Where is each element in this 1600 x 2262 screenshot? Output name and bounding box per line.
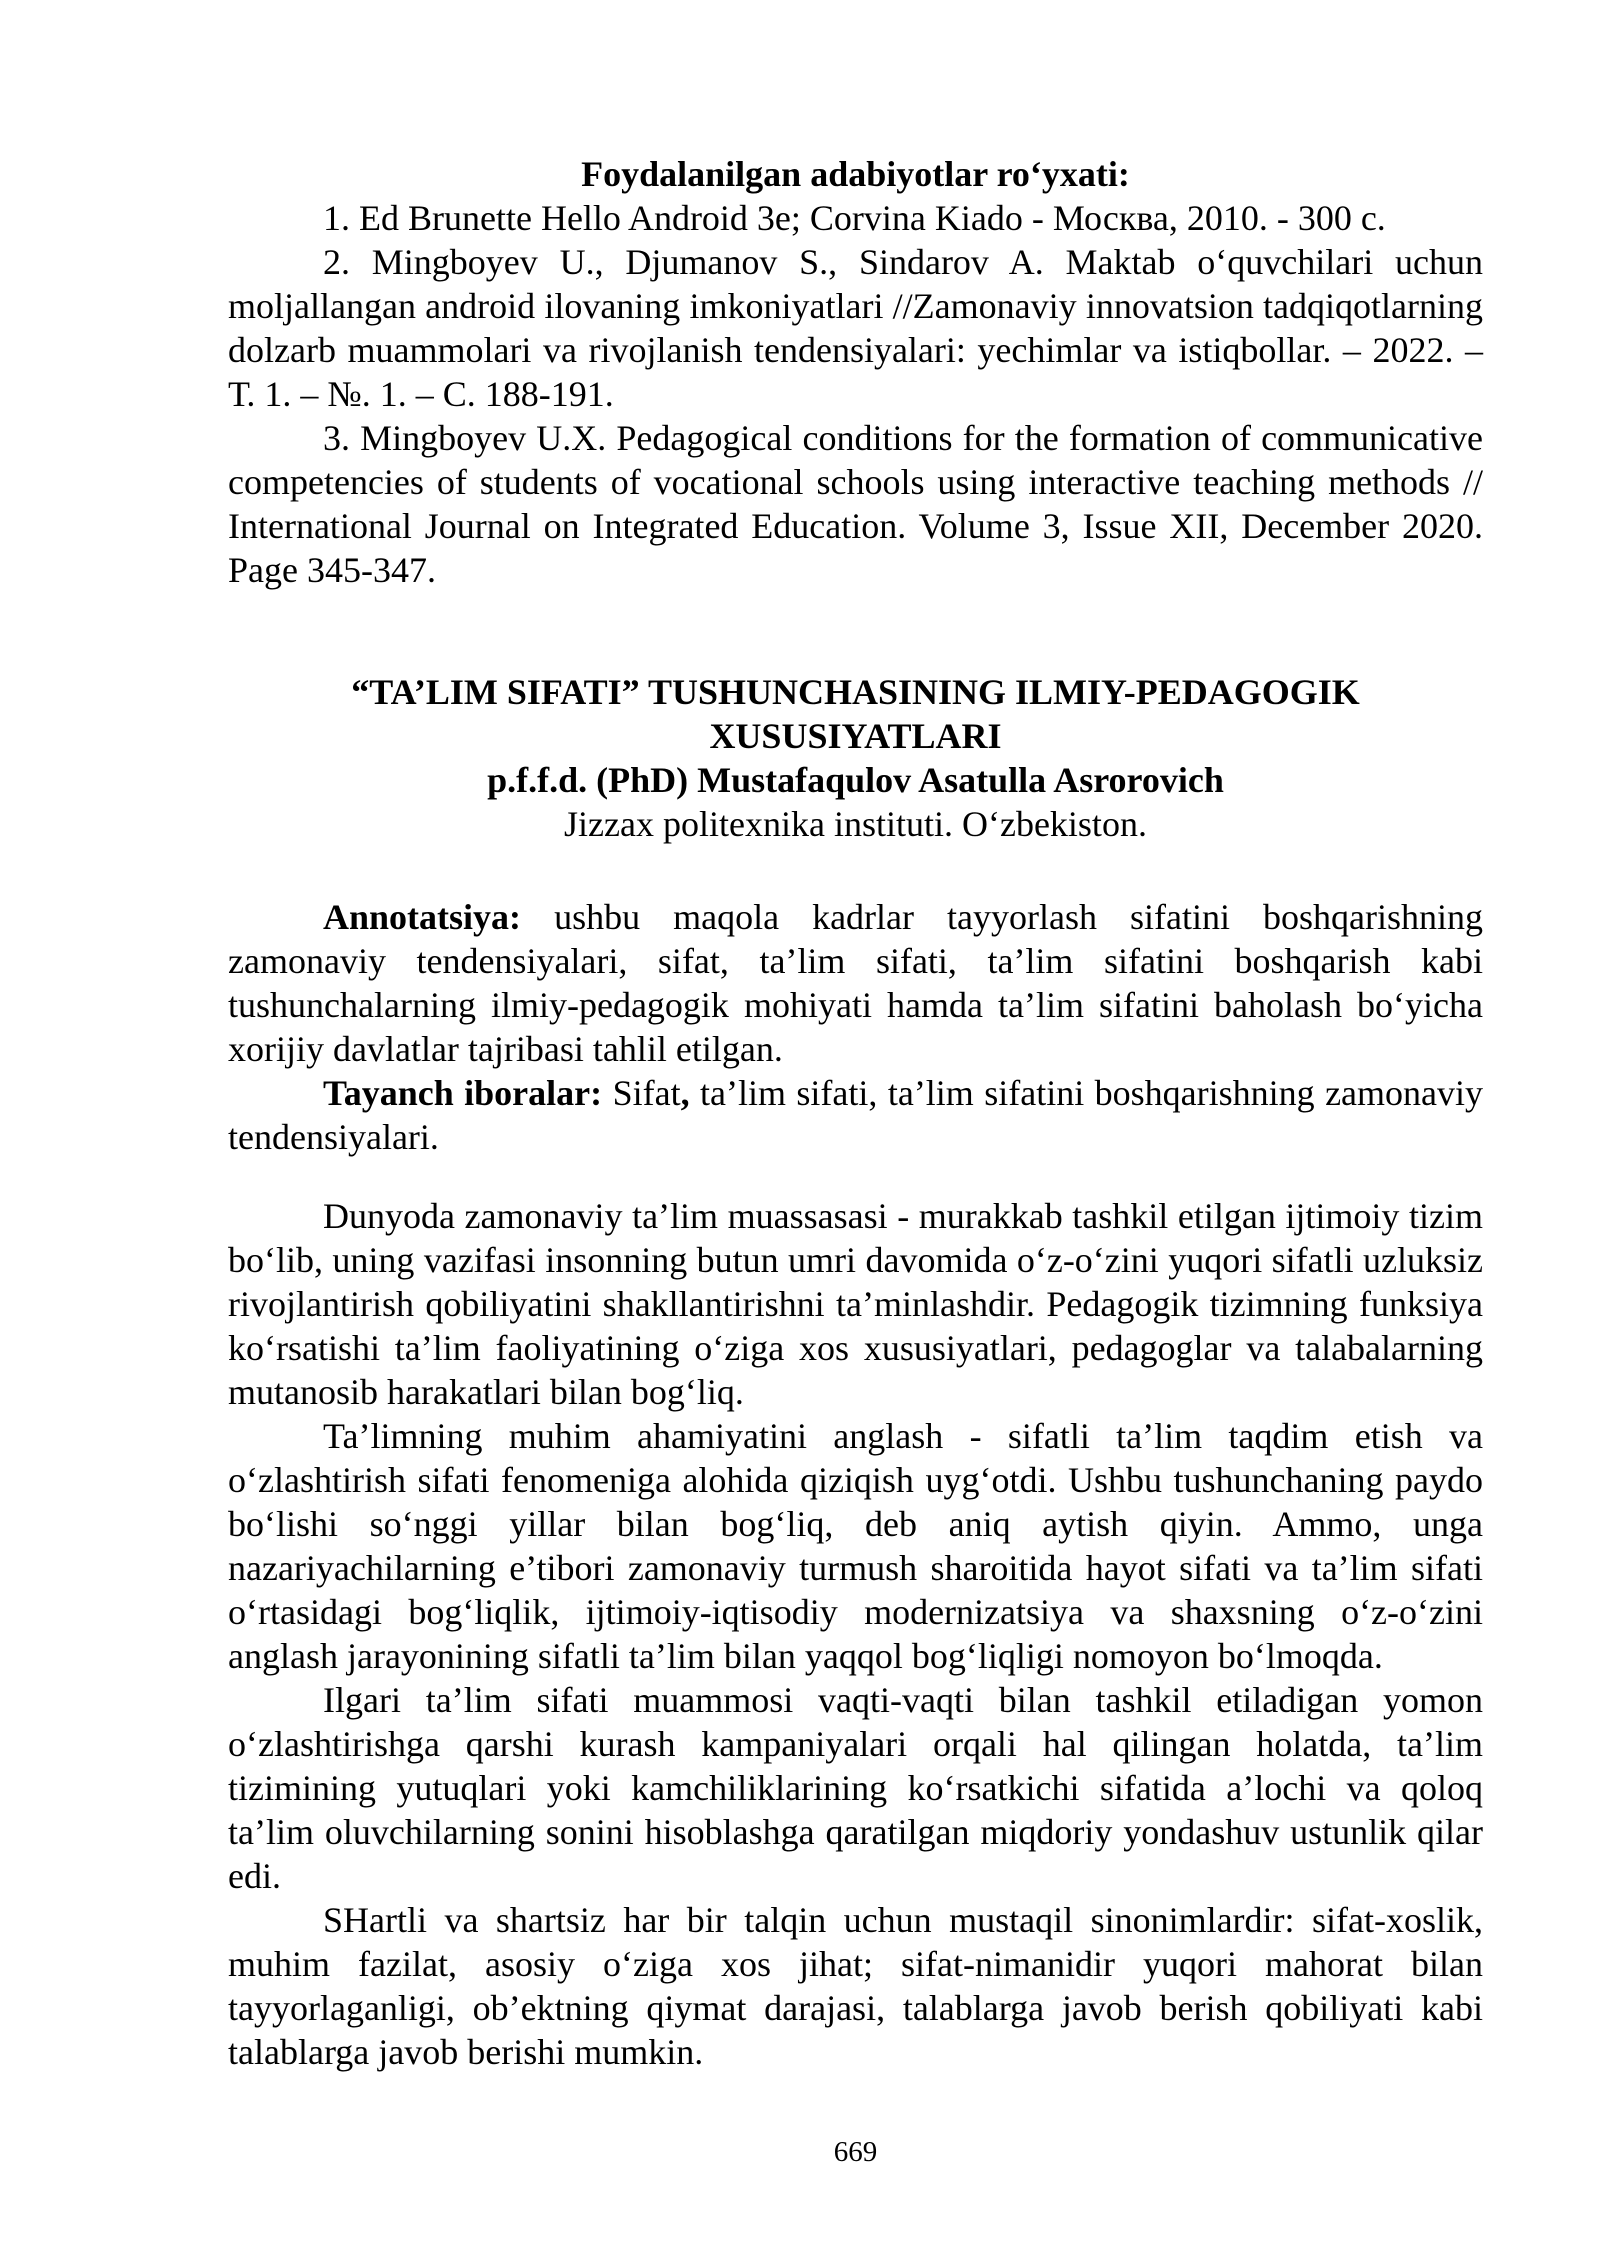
reference-item-1: 1. Ed Brunette Hello Android 3e; Corvina Kiado - Москва, 2010. - 300 с. xyxy=(323,198,1386,238)
reference-item-2: 2. Mingboyev U., Djumanov S., Sindarov A. Maktab o‘quvchilari uchun moljallangan android ilovaning imkoniyatlari //Zamonaviy innovatsion tadqiqotlarning dolzarb muammolari va rivojlanish tendensiyalari: yechimlar va istiqbollar. – 2022. – Т. 1. – №. 1. – С. 188-191. xyxy=(228,242,1483,414)
body-paragraph-2: Ta’limning muhim ahamiyatini anglash - sifatli ta’lim taqdim etish va o‘zlashtirish sifati fenomeniga alohida qiziqish uyg‘otdi. Ushbu tushunchaning paydo bo‘lishi so‘nggi yillar bilan bog‘liq, deb aniq aytish qiyin. Ammo, unga nazariyachilarning e’tibori zamonaviy turmush sharoitida hayot sifati va ta’lim sifati o‘rtasidagi bog‘liqlik, ijtimoiy-iqtisodiy modernizatsiya va shaxsning o‘z-o‘zini anglash jarayonining sifatli ta’lim bilan yaqqol bog‘liqligi nomoyon bo‘lmoqda. xyxy=(228,1416,1483,1676)
keywords-label: Tayanch iboralar: xyxy=(323,1073,603,1113)
keywords-paragraph xyxy=(228,1071,1483,1159)
article-title: “TA’LIM SIFATI” TUSHUNCHASINING ILMIY-PEDAGOGIK XUSUSIYATLARI xyxy=(351,672,1360,756)
references-title: Foydalanilgan adabiyotlar ro‘yxati: xyxy=(581,154,1130,194)
keywords-lead-comma: , xyxy=(680,1073,690,1113)
body-paragraph-4: SHartli va shartsiz har bir talqin uchun mustaqil sinonimlardir: sifat-xoslik, muhim fazilat, asosiy o‘ziga xos jihat; sifat-nimanidir yuqori mahorat bilan tayyorlaganligi, ob’ektning qiymat darajasi, talablarga javob berish qobiliyati kabi talablarga javob berishi mumkin. xyxy=(228,1900,1483,2072)
page-content xyxy=(228,152,1483,2074)
article-affiliation: Jizzax politexnika instituti. O‘zbekiston. xyxy=(564,804,1147,844)
body-paragraph-1: Dunyoda zamonaviy ta’lim muassasasi - murakkab tashkil etilgan ijtimoiy tizim bo‘lib, uning vazifasi insonning butun umri davomida o‘z-o‘zini yuqori sifatli uzluksiz rivojlantirish qobiliyatini shakllantirishni ta’minlashdir. Pedagogik tizimning funksiya ko‘rsatishi ta’lim faoliyatining o‘ziga xos xususiyatlari, pedagoglar va talabalarning mutanosib harakatlari bilan bog‘liq. xyxy=(228,1196,1483,1412)
abstract-label: Annotatsiya: xyxy=(323,897,522,937)
keywords-lead: Sifat xyxy=(612,1073,681,1113)
reference-item-3: 3. Mingboyev U.X. Pedagogical conditions for the formation of communicative competencies of students of vocational schools using interactive teaching methods // International Journal on Integrated Education. Volume 3, Issue XII, December 2020. Page 345-347. xyxy=(228,418,1483,590)
page-number: 669 xyxy=(833,2136,878,2168)
abstract-paragraph xyxy=(228,895,1483,1071)
body-paragraph-3: Ilgari ta’lim sifati muammosi vaqti-vaqti bilan tashkil etiladigan yomon o‘zlashtirishga qarshi kurash kampaniyalari orqali hal qilingan holatda, ta’lim tizimining yutuqlari yoki kamchiliklarining ko‘rsatkichi sifatida a’lochi va qoloq ta’lim oluvchilarning sonini hisoblashga qaratilgan miqdoriy yondashuv ustunlik qilar edi. xyxy=(228,1680,1483,1896)
keywords-text: ta’lim sifati, ta’lim sifatini boshqarishning zamonaviy tendensiyalari. xyxy=(228,1073,1484,1157)
article-author: p.f.f.d. (PhD) Mustafaqulov Asatulla Asrorovich xyxy=(487,760,1224,800)
abstract-text: ushbu maqola kadrlar tayyorlash sifatini boshqarishning zamonaviy tendensiyalari, sifat, ta’lim sifati, ta’lim sifatini boshqarish kabi tushunchalarning ilmiy-pedagogik mohiyati hamda ta’lim sifatini baholash bo‘yicha xorijiy davlatlar tajribasi tahlil etilgan. xyxy=(228,897,1484,1069)
